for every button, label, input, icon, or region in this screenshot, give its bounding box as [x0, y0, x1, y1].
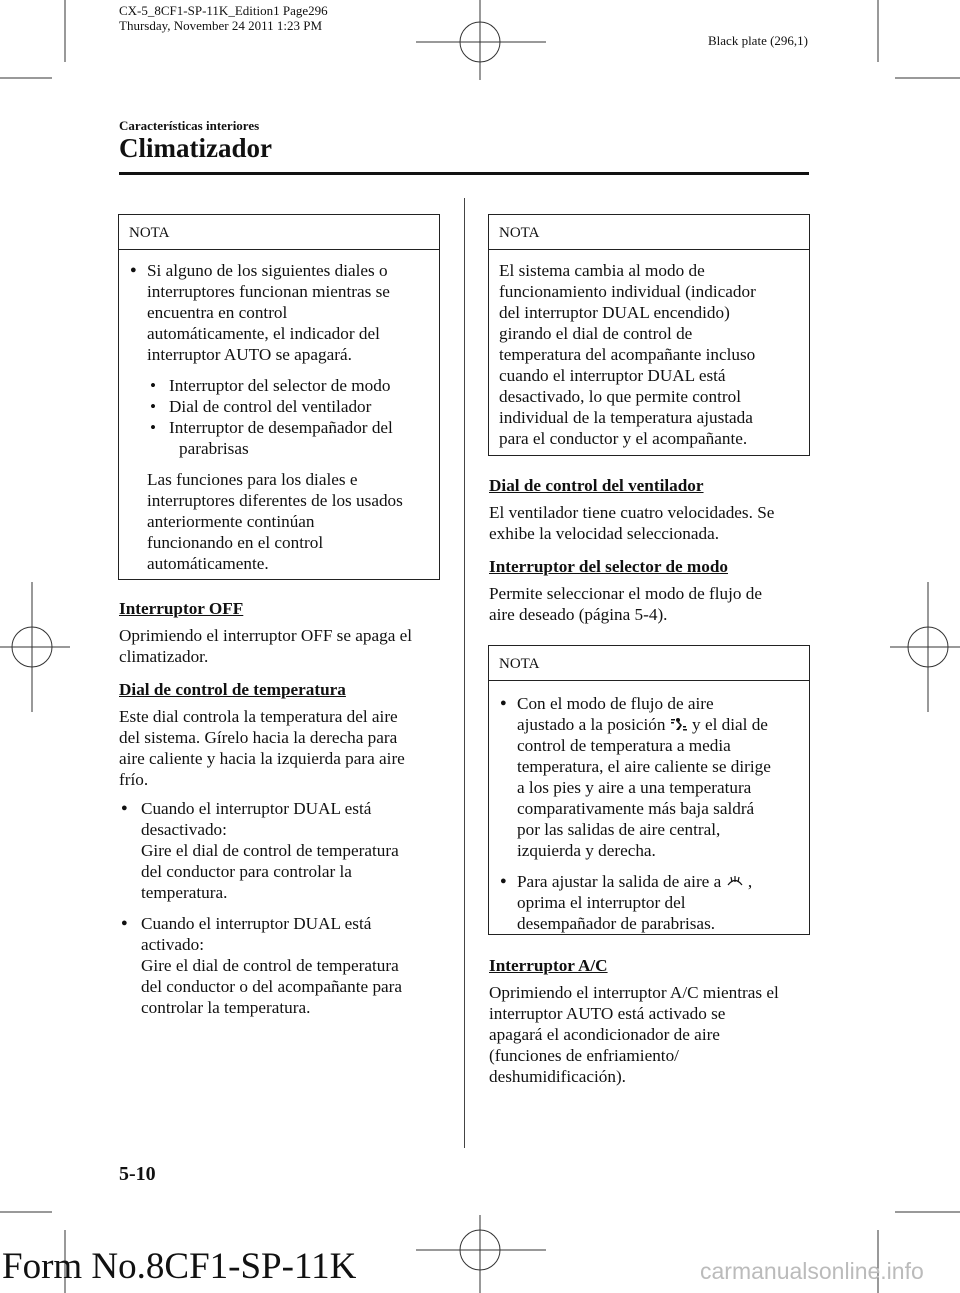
sub-bullet-icon: • [150, 376, 157, 395]
mode-section: Interruptor del selector de modo Permite seleccionar el modo de flujo de aire deseado (página 5-4). [489, 556, 809, 625]
bullet-icon: ● [121, 917, 128, 929]
note-box-left [118, 214, 440, 580]
section-label: Características interiores [119, 118, 260, 133]
note-box-right-1: NOTA El sistema cambia al modo de funcionamiento individual (indicador del interruptor DUAL encendido) girando el dial de control de temperatura del acompañante incluso cuando el interruptor DUAL está desactivado, lo que permite control individual de la temperatura ajustada para el conductor y el acompañante. [488, 214, 810, 456]
watermark: carmanualsonline.info [700, 1258, 924, 1284]
off-section: Interruptor OFF Oprimiendo el interruptor OFF se apaga el climatizador. [119, 598, 444, 667]
bilevel-airflow-icon [670, 716, 688, 732]
title-rule [119, 172, 809, 175]
temp-section: Dial de control de temperatura Este dial controla la temperatura del aire del sistema. Gírelo hacia la derecha para aire caliente y hacia la izquierda para aire frío. ● Cuando el interruptor DUAL está desactivado: Gire el dial de control de temperatura del conductor para controlar la temperatura. ● Cuando el interruptor DUAL está activado: Gire el dial de control de temperatura del conductor o del acompañante para controlar la temperatura. [119, 679, 449, 1018]
page-title: Climatizador [119, 133, 272, 163]
mode-heading: Interruptor del selector de modo [489, 557, 728, 576]
bullet-icon: ● [500, 697, 507, 709]
fan-section: Dial de control del ventilador El ventilador tiene cuatro velocidades. Se exhibe la velocidad seleccionada. [489, 475, 809, 544]
column-divider [464, 198, 465, 1148]
sub-bullet-icon: • [150, 397, 157, 416]
note-tail: Las funciones para los diales e interruptores diferentes de los usados anteriormente continúan funcionando en el control automáticamente. [147, 470, 403, 573]
subitem-mode-selector: • Interruptor del selector de modo [150, 376, 391, 395]
note-bullet: ● Si alguno de los siguientes diales o interruptores funcionan mientras se encuentra en control automáticamente, el indicador del interruptor AUTO se apagará. [130, 261, 390, 364]
subitem-fan-dial: • Dial de control del ventilador [150, 397, 372, 416]
fan-heading: Dial de control del ventilador [489, 476, 704, 495]
note-heading: NOTA [489, 646, 809, 681]
plate-info: Black plate (296,1) [708, 33, 808, 48]
file-info: CX-5_8CF1-SP-11K_Edition1 Page296 [119, 3, 328, 18]
bullet-icon: ● [121, 802, 128, 814]
date-info: Thursday, November 24 2011 1:23 PM [119, 18, 323, 33]
note-heading: NOTA [119, 215, 439, 250]
temp-heading: Dial de control de temperatura [119, 680, 346, 699]
sub-bullet-icon: • [150, 418, 157, 437]
ac-section: Interruptor A/C Oprimiendo el interruptor A/C mientras el interruptor AUTO está activado se apagará el acondicionador de aire (funciones de enfriamiento/ deshumidificación). [489, 955, 819, 1087]
note-heading: NOTA [489, 215, 809, 250]
temp-bullet-dual-off: ● Cuando el interruptor DUAL está desactivado: Gire el dial de control de temperatura del conductor para controlar la temperatura. [121, 799, 399, 902]
bullet-icon: ● [130, 264, 137, 276]
temp-bullet-dual-on: ● Cuando el interruptor DUAL está activado: Gire el dial de control de temperatura del conductor o del acompañante para controlar la temperatura. [121, 914, 403, 1017]
note-box-right-2 [488, 645, 810, 935]
subitem-defroster: • Interruptor de desempañador del parabrisas [150, 418, 393, 458]
defroster-icon [726, 873, 744, 889]
off-heading: Interruptor OFF [119, 599, 244, 618]
bullet-icon: ● [500, 875, 507, 887]
form-number: Form No.8CF1-SP-11K [2, 1246, 357, 1287]
page-number: 5-10 [119, 1163, 156, 1185]
note-bullet-bilevel: ● Con el modo de flujo de aire ajustado a la posición y el dial de control de temperatura a media temperatura, el aire caliente se dirige a los pies y aire a una temperatura comparativamente más baja saldrá por las salidas de aire central, izquierda y derecha. [500, 694, 771, 860]
ac-heading: Interruptor A/C [489, 956, 608, 975]
note-bullet-defroster: ● Para ajustar la salida de aire a , oprima el interruptor del desempañador de parabrisas. [500, 872, 753, 933]
